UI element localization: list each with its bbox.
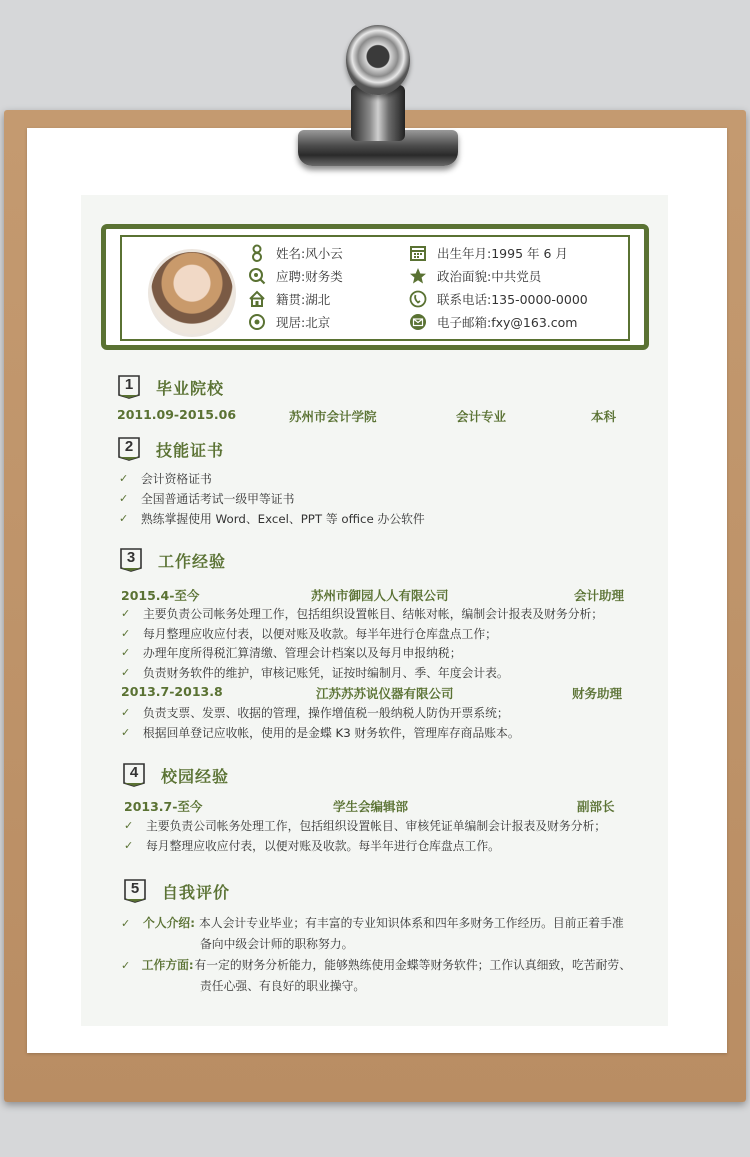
self-intro [121, 913, 631, 955]
list-item: ✓ 熟练掌握使用 Word、Excel、PPT 等 office 办公软件 [119, 512, 425, 526]
section-self-eval-heading [124, 878, 230, 904]
campus-position: 副部长 [577, 799, 615, 814]
section-skills-heading [118, 436, 224, 462]
phone-icon [409, 290, 427, 308]
user-icon [248, 244, 266, 262]
residence-value: 北京 [305, 315, 331, 330]
list-item: ✓ 办理年度所得税汇算清缴、管理会计档案以及每月申报纳税； [121, 646, 462, 660]
phone-label: 联系电话: [437, 292, 492, 307]
section-title: 自我评价 [162, 882, 231, 902]
calendar-icon [409, 244, 427, 262]
work-line-1: 有一定的财务分析能力，能够熟练使用金蝶等财务软件；工作认真细致，吃苦耐劳、 [194, 958, 631, 972]
self-work [121, 955, 631, 997]
list-item: ✓ 负责支票、发票、收据的管理，操作增值税一般纳税人防伪开票系统； [121, 706, 509, 720]
star-icon [409, 267, 427, 285]
info-origin [248, 288, 330, 310]
check-icon: ✓ [119, 492, 129, 505]
section-title: 工作经验 [158, 551, 227, 571]
location-icon [248, 313, 266, 331]
job-period: 2013.7-2013.8 [121, 684, 223, 699]
check-icon: ✓ [119, 512, 129, 525]
job-label: 应聘: [276, 269, 306, 284]
list-item: ✓ 每月整理应收应付表，以便对账及收款。每半年进行仓库盘点工作； [121, 627, 497, 641]
education-school: 苏州市会计学院 [289, 409, 377, 424]
email-value: fxy@163.com [491, 314, 578, 330]
email-label: 电子邮箱: [437, 315, 492, 330]
clip-ring [346, 25, 410, 95]
check-icon: ✓ [121, 666, 131, 679]
section-number-badge: 3 [120, 548, 142, 572]
section-number-badge: 5 [124, 879, 146, 903]
politics-value: 中共党员 [491, 269, 542, 284]
info-birth [409, 242, 568, 264]
birth-value: 1995 年 6 月 [491, 246, 568, 261]
home-icon [248, 290, 266, 308]
list-item: ✓ 根据回单登记应收帐，使用的是金蝶 K3 财务软件，管理库存商品账本。 [121, 726, 520, 740]
check-icon: ✓ [121, 607, 131, 620]
birth-label: 出生年月: [437, 246, 492, 261]
job-company: 苏州市御园人人有限公司 [311, 588, 449, 603]
check-icon: ✓ [121, 706, 131, 719]
info-name [248, 242, 343, 264]
list-item: ✓ 主要负责公司帐务处理工作，包括组织设置帐目、审核凭证单编制会计报表及财务分析； [124, 819, 607, 833]
education-period: 2011.09-2015.06 [117, 407, 237, 422]
section-title: 技能证书 [156, 440, 225, 460]
intro-line-1: 本人会计专业毕业；有丰富的专业知识体系和四年多财务工作经历。目前正着手准 [199, 916, 624, 930]
section-number-badge: 4 [123, 763, 145, 787]
job-position: 会计助理 [574, 588, 625, 603]
section-education-heading [118, 374, 224, 400]
work-line-2: 责任心强、有良好的职业操守。 [200, 979, 366, 993]
info-politics [409, 265, 541, 287]
check-icon: ✓ [119, 472, 129, 485]
name-label: 姓名: [276, 246, 306, 261]
section-work-heading [120, 547, 226, 573]
section-title: 校园经验 [161, 766, 230, 786]
job-company: 江苏苏苏说仪器有限公司 [316, 686, 454, 701]
job-period: 2015.4-至今 [121, 588, 200, 603]
politics-label: 政治面貌: [437, 269, 492, 284]
campus-org: 学生会编辑部 [333, 799, 409, 814]
list-item: ✓ 负责财务软件的维护，审核记账凭，证按时编制月、季、年度会计表。 [121, 666, 509, 680]
check-icon: ✓ [121, 627, 131, 640]
name-value: 风小云 [305, 246, 343, 261]
info-email [409, 311, 577, 333]
residence-label: 现居: [276, 315, 306, 330]
search-icon [248, 267, 266, 285]
intro-label: 个人介绍: [143, 916, 195, 930]
section-number-badge: 2 [118, 437, 140, 461]
origin-value: 湖北 [305, 292, 331, 307]
check-icon: ✓ [124, 839, 134, 852]
check-icon: ✓ [121, 726, 131, 739]
origin-label: 籍贯: [276, 292, 306, 307]
list-item: ✓ 主要负责公司帐务处理工作，包括组织设置帐目、结帐对帐，编制会计报表及财务分析； [121, 607, 604, 621]
section-title: 毕业院校 [156, 378, 225, 398]
list-item: ✓ 全国普通话考试一级甲等证书 [119, 492, 295, 506]
education-degree: 本科 [591, 409, 617, 424]
check-icon: ✓ [121, 959, 131, 972]
info-residence [248, 311, 330, 333]
check-icon: ✓ [121, 646, 131, 659]
job-position: 财务助理 [572, 686, 623, 701]
section-number-badge: 1 [118, 375, 140, 399]
phone-value: 135-0000-0000 [491, 291, 588, 307]
section-campus-heading [123, 762, 229, 788]
job-value: 财务类 [305, 269, 343, 284]
work-label: 工作方面: [141, 958, 194, 972]
check-icon: ✓ [124, 819, 134, 832]
list-item: ✓ 每月整理应收应付表，以便对账及收款。每半年进行仓库盘点工作。 [124, 839, 500, 853]
education-major: 会计专业 [456, 409, 507, 424]
list-item: ✓ 会计资格证书 [119, 472, 212, 486]
mail-icon [409, 313, 427, 331]
campus-period: 2013.7-至今 [124, 799, 203, 814]
check-icon: ✓ [121, 917, 131, 930]
intro-line-2: 备向中级会计师的职称努力。 [200, 937, 354, 951]
avatar [148, 249, 236, 337]
info-job [248, 265, 343, 287]
info-phone [409, 288, 588, 310]
